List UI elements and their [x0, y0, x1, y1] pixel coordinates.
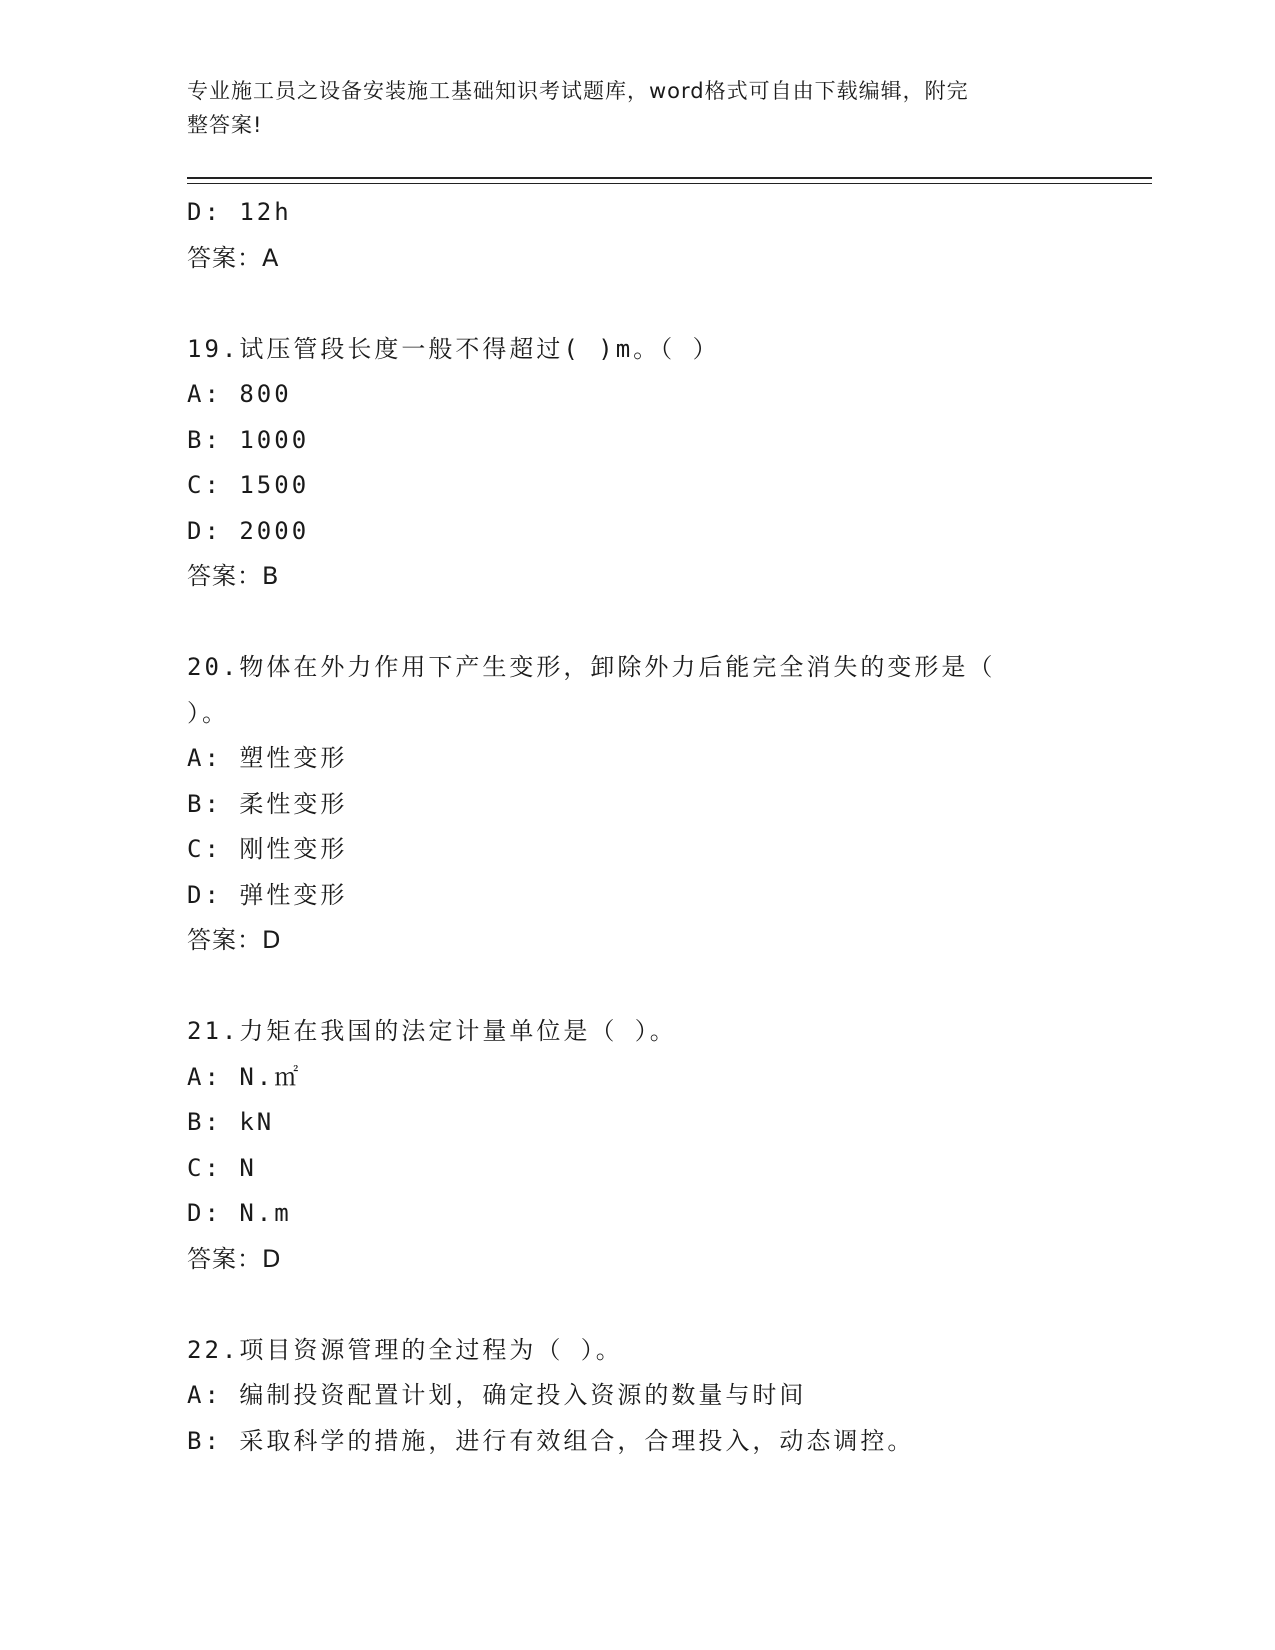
answer-line: 答案：B	[187, 562, 280, 590]
option-b: B: kN	[187, 1108, 275, 1136]
option-c: C: N	[187, 1153, 257, 1182]
question-19	[187, 327, 1087, 600]
answer-line: 答案：A	[187, 243, 280, 272]
option-a: A: 编制投资配置计划，确定投入资源的数量与时间	[187, 1381, 807, 1409]
spacer	[187, 600, 1087, 646]
option-d: D: 2000	[187, 516, 310, 545]
option-a: A: 塑性变形	[187, 744, 348, 772]
question-stem: 20.物体在外力作用下产生变形，卸除外力后能完全消失的变形是（	[187, 653, 996, 681]
header-divider-thick	[187, 177, 1152, 179]
question-list	[187, 190, 1087, 1464]
option-a: A: N.㎡	[187, 1062, 302, 1091]
question-stem: 21.力矩在我国的法定计量单位是（ ）。	[187, 1017, 677, 1045]
answer-line: 答案：D	[187, 926, 282, 954]
option-b: B: 1000	[187, 425, 310, 454]
option-b: B: 柔性变形	[187, 789, 348, 818]
question-stem: 19.试压管段长度一般不得超过( )m。（ ）	[187, 334, 720, 363]
option-c: C: 1500	[187, 471, 310, 499]
header-divider-thin	[187, 183, 1152, 184]
header-line-2: 整答案!	[187, 113, 263, 137]
option-d: D: N.m	[187, 1199, 292, 1227]
spacer	[187, 281, 1087, 327]
spacer	[187, 964, 1087, 1010]
header-line-1: 专业施工员之设备安装施工基础知识考试题库，word格式可自由下载编辑，附完	[187, 79, 969, 103]
document-header	[187, 74, 1067, 142]
option-c: C: 刚性变形	[187, 835, 348, 863]
option-d: D: 弹性变形	[187, 880, 348, 909]
previous-question-tail	[187, 190, 1087, 281]
answer-line: 答案：D	[187, 1244, 282, 1273]
question-22	[187, 1328, 1087, 1465]
question-20	[187, 645, 1087, 964]
question-stem-continued: ）。	[187, 698, 229, 727]
option-d: D: 12h	[187, 198, 292, 226]
question-stem: 22.项目资源管理的全过程为（ ）。	[187, 1335, 623, 1364]
option-a: A: 800	[187, 380, 292, 408]
question-21	[187, 1009, 1087, 1282]
option-b: B: 采取科学的措施，进行有效组合，合理投入，动态调控。	[187, 1426, 915, 1455]
spacer	[187, 1282, 1087, 1328]
